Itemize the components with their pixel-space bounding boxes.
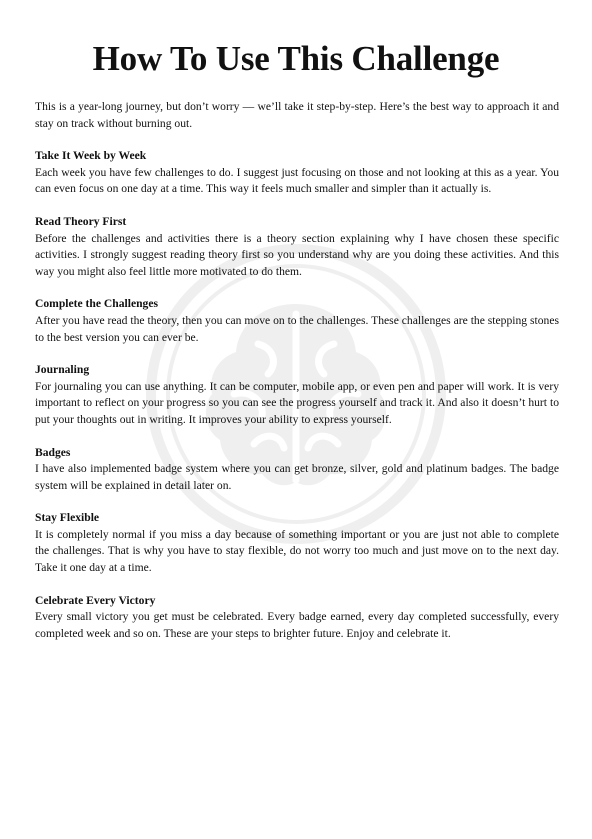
intro-paragraph: This is a year-long journey, but don’t worry — we’ll take it step-by-step. Here’s the best way to approach it and stay on track without burning out. — [35, 100, 559, 130]
document-body — [35, 99, 559, 658]
section-heading: Stay Flexible — [35, 511, 100, 525]
section-journaling — [35, 362, 559, 428]
section-complete-the-challenges — [35, 296, 559, 346]
section-heading: Complete the Challenges — [35, 297, 159, 311]
section-body: Every small victory you get must be celebrated. Every badge earned, every day completed successfully, every completed week and so on. These are your steps to brighter future. Enjoy and celebrate it. — [35, 610, 559, 640]
page-title: How To Use This Challenge — [92, 39, 500, 78]
section-body: Before the challenges and activities there is a theory section explaining why I have chosen these specific activities. I strongly suggest reading theory first so you understand why are you doing these activities. And this way you might also feel little more motivated to do them. — [35, 231, 559, 278]
section-body: It is completely normal if you miss a day because of something important or you are just not able to complete the challenges. That is why you have to stay flexible, do not worry too much and just move on to the next day. Take it one day at a time. — [35, 527, 559, 575]
section-read-theory-first — [35, 214, 559, 280]
section-body: After you have read the theory, then you can move on to the challenges. These challenges are the stepping stones to the best version you can ever be. — [35, 313, 559, 344]
section-body: I have also implemented badge system where you can get bronze, silver, gold and platinum badges. The badge system will be explained in detail later on. — [35, 462, 559, 492]
section-badges — [35, 445, 559, 495]
section-heading: Badges — [35, 445, 71, 459]
section-heading: Celebrate Every Victory — [35, 593, 156, 607]
section-celebrate-every-victory — [35, 593, 559, 643]
section-take-it-week-by-week — [35, 148, 559, 198]
section-heading: Journaling — [35, 363, 90, 377]
section-heading: Take It Week by Week — [35, 149, 147, 163]
section-heading: Read Theory First — [35, 214, 127, 228]
section-stay-flexible — [35, 510, 559, 576]
section-body: Each week you have few challenges to do. I suggest just focusing on those and not looking at this as a year. You can even focus on one day at a time. This way it feels much smaller and simpler than it actually is. — [35, 165, 559, 196]
section-body: For journaling you can use anything. It can be computer, mobile app, or even pen and paper will work. It is very important to reflect on your progress so you can see the progress yourself and track it. And also it doesn’t hurt to put your thoughts out in writing. It improves your ability to express yourself. — [35, 379, 559, 426]
